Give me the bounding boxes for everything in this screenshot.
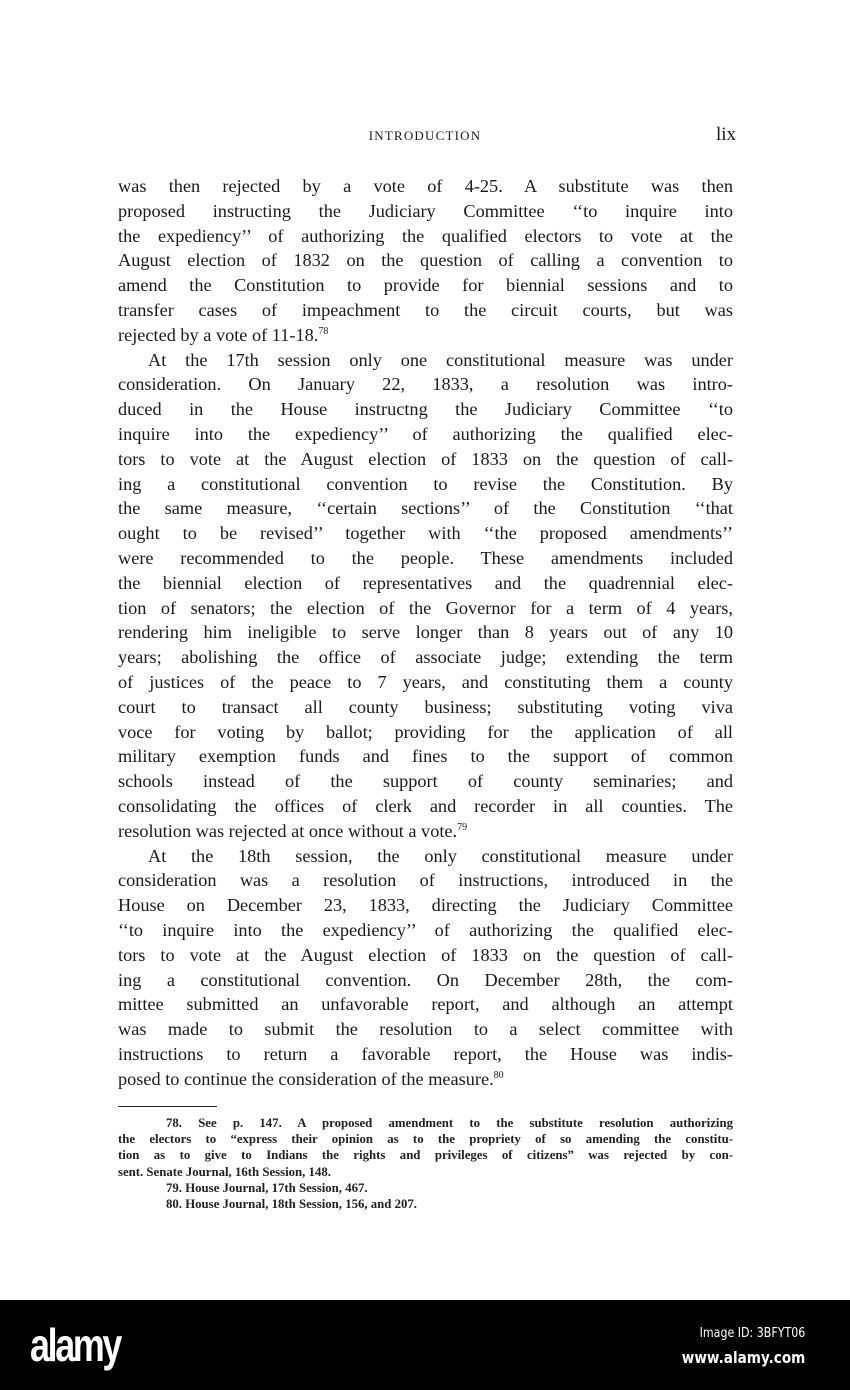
text-line [118, 596, 733, 621]
line-text: transfer cases of impeachment to the circuit courts, but was [118, 299, 733, 320]
line-text: August election of 1832 on the question of calling a convention to [118, 250, 733, 271]
text-line [118, 868, 733, 893]
line-text: consideration. On January 22, 1833, a resolution was intro- [118, 374, 733, 395]
footnote-line: the electors to “express their opinion as to the propriety of so amending the constitu- [118, 1132, 733, 1147]
line-text: the biennial election of representatives and the quadrennial elec- [118, 572, 733, 593]
text-line [118, 1042, 733, 1067]
line-text: ing a constitutional convention to revise the Constitution. By [118, 473, 733, 494]
line-text: resolution was rejected at once without a vote. [118, 820, 458, 841]
line-text: voce for voting by ballot; providing for the application of all [118, 721, 733, 742]
line-text: inquire into the expediency’’ of authorizing the qualified elec- [118, 423, 733, 444]
text-line [118, 447, 733, 472]
page-number: lix [716, 124, 737, 145]
line-text: consideration was a resolution of instructions, introduced in the [118, 870, 733, 891]
text-line [118, 794, 733, 819]
site-url: www.alamy.com [681, 1348, 805, 1367]
footnote-line: sent. Senate Journal, 16th Session, 148. [118, 1164, 331, 1179]
text-line [118, 248, 733, 273]
footnote-line: tion as to give to Indians the rights and privileges of citizens” was rejected by con- [118, 1148, 733, 1163]
text-line [118, 348, 733, 373]
line-text: proposed instructing the Judiciary Committee ‘‘to inquire into [118, 200, 733, 221]
footnote-ref: 80 [493, 1069, 504, 1081]
text-line [118, 769, 733, 794]
text-line [118, 819, 733, 844]
footnote-line: 78. See p. 147. A proposed amendment to the substitute resolution authorizing [166, 1116, 733, 1130]
line-text: rendering him ineligible to serve longer than 8 years out of any 10 [118, 622, 733, 643]
line-text: At the 18th session, the only constitutional measure under [148, 845, 733, 866]
text-line [118, 199, 733, 224]
footnote-divider [118, 1106, 217, 1107]
text-line [118, 496, 733, 521]
text-line [118, 224, 733, 249]
text-line [118, 323, 733, 348]
line-text: tors to vote at the August election of 1833 on the question of call- [118, 944, 733, 965]
text-line [118, 372, 733, 397]
text-line [118, 397, 733, 422]
line-text: court to transact all county business; substituting voting viva [118, 696, 733, 717]
footnote-line: 79. House Journal, 17th Session, 467. [166, 1180, 368, 1195]
line-text: duced in the House instructng the Judiciary Committee ‘‘to [118, 399, 733, 420]
text-line [118, 992, 733, 1017]
line-text: was made to submit the resolution to a select committee with [118, 1019, 733, 1040]
line-text: ing a constitutional convention. On December 28th, the com- [118, 969, 733, 990]
line-text: tors to vote at the August election of 1833 on the question of call- [118, 448, 733, 469]
text-line [118, 1067, 733, 1092]
text-line [118, 571, 733, 596]
line-text: was then rejected by a vote of 4-25. A substitute was then [118, 176, 733, 196]
line-text: consolidating the offices of clerk and recorder in all counties. The [118, 795, 733, 816]
line-text: mittee submitted an unfavorable report, and although an attempt [118, 994, 733, 1015]
footnote-line: 80. House Journal, 18th Session, 156, and 207. [166, 1197, 418, 1212]
line-text: military exemption funds and fines to the support of common [118, 746, 733, 767]
text-line [118, 273, 733, 298]
footnote-ref: 78 [318, 325, 329, 337]
text-line [118, 943, 733, 968]
line-text: ought to be revised’’ together with ‘‘the proposed amendments’’ [118, 523, 733, 544]
text-line [118, 695, 733, 720]
text-line [118, 968, 733, 993]
watermark-bar [0, 1300, 850, 1390]
paragraph [118, 844, 733, 1092]
text-line [118, 893, 733, 918]
text-line [118, 472, 733, 497]
line-text: were recommended to the people. These amendments included [118, 547, 733, 568]
line-text: schools instead of the support of county seminaries; and [118, 771, 733, 792]
text-line [118, 521, 733, 546]
footnotes [118, 1115, 733, 1212]
line-text: of justices of the peace to 7 years, and constituting them a county [118, 671, 733, 692]
line-text: the expediency’’ of authorizing the qualified electors to vote at the [118, 225, 733, 246]
line-text: the same measure, ‘‘certain sections’’ of the Constitution ‘‘that [118, 498, 733, 519]
line-text: At the 17th session only one constitutional measure was under [148, 349, 733, 370]
text-line [118, 298, 733, 323]
body-text [118, 174, 733, 1091]
line-text: ‘‘to inquire into the expediency’’ of authorizing the qualified elec- [118, 919, 733, 940]
line-text: tion of senators; the election of the Governor for a term of 4 years, [118, 597, 733, 618]
text-line [118, 1017, 733, 1042]
line-text: posed to continue the consideration of the measure. [118, 1068, 494, 1089]
text-line [118, 918, 733, 943]
line-text: rejected by a vote of 11-18. [118, 324, 319, 345]
line-text: House on December 23, 1833, directing the Judiciary Committee [118, 895, 733, 916]
text-line [118, 670, 733, 695]
text-line [118, 422, 733, 447]
line-text: years; abolishing the office of associate judge; extending the term [118, 647, 733, 668]
text-line [118, 844, 733, 869]
line-text: amend the Constitution to provide for biennial sessions and to [118, 275, 733, 296]
text-line [118, 645, 733, 670]
running-head: INTRODUCTION [368, 128, 482, 143]
text-line [118, 620, 733, 645]
text-line [118, 174, 733, 199]
image-id: Image ID: 3BFYT06 [699, 1326, 805, 1341]
line-text: instructions to return a favorable report, the House was indis- [118, 1043, 733, 1064]
paragraph [118, 348, 733, 844]
footnote-ref: 79 [457, 821, 468, 833]
text-line [118, 744, 733, 769]
text-line [118, 720, 733, 745]
alamy-logo: alamy [30, 1319, 121, 1371]
text-line [118, 546, 733, 571]
paragraph [118, 174, 733, 348]
